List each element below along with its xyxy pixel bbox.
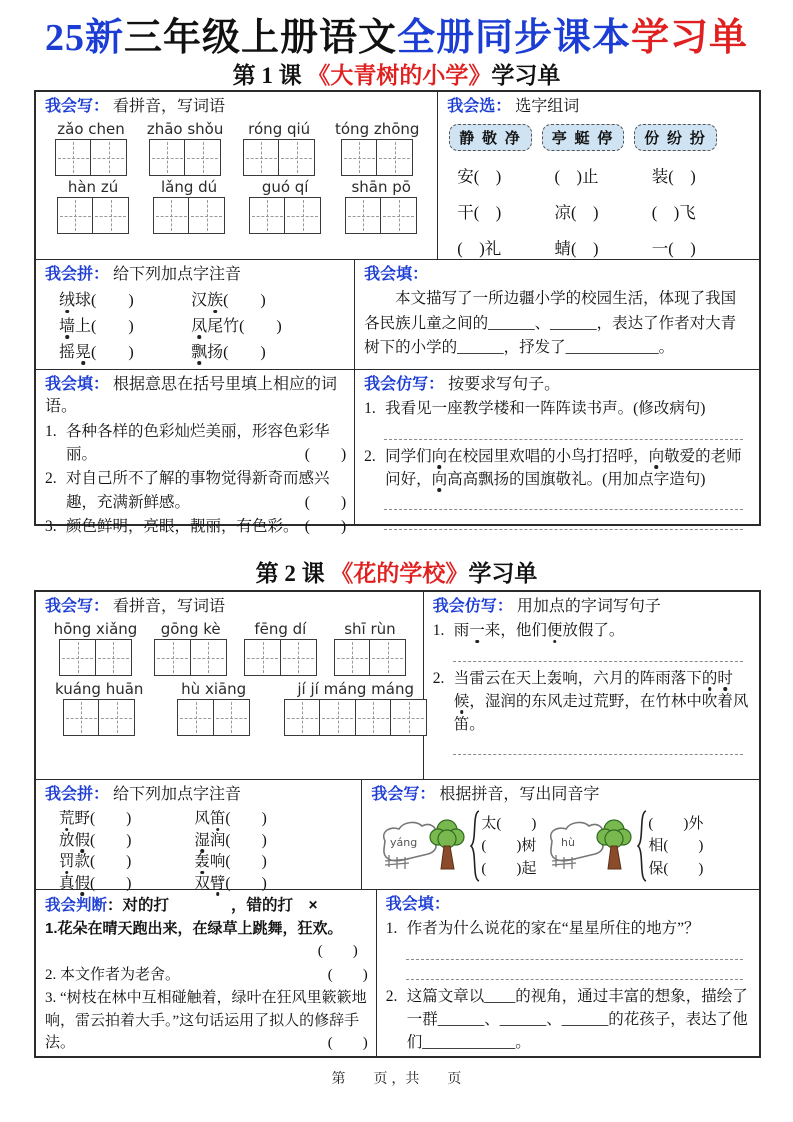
- lesson1-book-title: 《大青树的小学》: [307, 63, 492, 88]
- judge-text: 本文作者为老舍。: [60, 966, 181, 983]
- pin-item: 双臂( ): [194, 874, 267, 892]
- colon: ：: [107, 897, 123, 914]
- pin-item: 绒球( ): [59, 292, 134, 310]
- imitate-question: [433, 667, 751, 737]
- box-label: 我会填: [385, 896, 434, 913]
- pin-item: 湿润( ): [194, 831, 267, 849]
- imitate-question: [364, 397, 751, 420]
- writing-grid: [284, 699, 428, 736]
- pinyin-label: kuáng huān: [55, 680, 144, 699]
- item-number: 1.: [364, 400, 376, 418]
- pinyin-label: lǎng dú: [161, 178, 218, 197]
- question-text: 我看见一座教学楼和一阵阵读书声。(修改病句): [385, 400, 706, 418]
- item-number: 3.: [45, 990, 57, 1006]
- l1-choose-box: [437, 92, 759, 259]
- pinyin-word-group: [249, 178, 322, 234]
- lesson2-suffix: 学习单: [468, 561, 538, 586]
- writing-grid: [154, 639, 227, 676]
- colon: ：: [93, 786, 110, 803]
- lesson1-table: [34, 90, 761, 535]
- colon: ：: [93, 266, 110, 283]
- title-part-3: 全册同步课本: [397, 17, 632, 59]
- choose-item: 一( ): [651, 239, 696, 259]
- pin-item: 真假( ): [59, 874, 132, 892]
- judge-text: “树枝在林中互相碰触着，绿叶在狂风里簌簌地响，雷云拍着大手。”这句话运用了拟人的修辞手法。: [45, 990, 367, 1051]
- choose-item: 凉( ): [554, 203, 599, 223]
- homophone-groups: [371, 807, 751, 883]
- pinyin-label: róng qiú: [248, 120, 311, 139]
- pinyin-word-group: [335, 120, 419, 176]
- l2-judge-header: [45, 894, 368, 917]
- box-label: 我会判断: [45, 897, 108, 914]
- pinyin-word-group: [284, 680, 428, 736]
- choose-answer-grid: [447, 155, 751, 259]
- answer-paren: ( ): [304, 446, 347, 464]
- pinyin-grid-row: [45, 178, 429, 234]
- lesson2-number: 第 2 课: [255, 561, 331, 586]
- homophone-item: ( )外: [648, 815, 704, 832]
- l1-write-box: [36, 92, 437, 259]
- pin-item: 凤尾竹( ): [191, 317, 282, 335]
- lesson1-suffix: 学习单: [491, 63, 561, 88]
- fill-question: [386, 917, 751, 940]
- pinyin-word-group: [147, 120, 224, 176]
- judge-item: [45, 918, 368, 941]
- definition-item: [45, 515, 346, 538]
- pin-item: 风笛( ): [194, 810, 267, 828]
- pinyin-label: fēng dí: [254, 620, 307, 639]
- pinyin-grid-row: [45, 620, 415, 676]
- lesson1-row-a: [36, 92, 759, 259]
- pin-item: 荒野( ): [59, 810, 132, 828]
- question-text: 同学们向在校园里欢唱的小鸟打招呼，向敬爱的老师问好，向高高飘扬的国旗敬礼。(用加点字造句): [385, 447, 742, 488]
- answer-line: [384, 495, 743, 510]
- box-task: 给下列加点字注音: [113, 786, 242, 803]
- item-number: 2.: [432, 669, 445, 687]
- writing-grid: [334, 639, 407, 676]
- lesson1-row-b: [36, 259, 759, 369]
- definition-text: 对自己所不了解的事物觉得新奇而感兴趣，充满新鲜感。: [66, 470, 330, 511]
- pin-item: 轰响( ): [194, 853, 267, 871]
- writing-grid: [147, 139, 224, 176]
- l1-fill-header: [364, 264, 751, 286]
- pinyin-word-group: [55, 680, 143, 736]
- writing-grid: [153, 197, 226, 234]
- pinyin-label: hōng xiǎng: [53, 620, 138, 639]
- box-label: 我会仿写: [432, 598, 497, 615]
- pin-items: [45, 807, 353, 894]
- pinyin-label: zhāo shǒu: [146, 120, 224, 139]
- lesson2-row-c: [36, 889, 759, 1056]
- definition-item: [45, 467, 346, 514]
- judge-item: [45, 964, 368, 987]
- homophone-items: [481, 813, 536, 881]
- l2-fill-box: [376, 890, 759, 1056]
- box-label: 我会填: [364, 266, 413, 283]
- homophone-item: ( )树: [481, 838, 537, 855]
- writing-grid: [54, 639, 138, 676]
- box-label: 我会拼: [45, 266, 94, 283]
- pinyin-word-group: [345, 178, 418, 234]
- pinyin-label: hàn zú: [67, 178, 119, 197]
- pinyin-grid-row: [45, 680, 415, 736]
- l1-pinyin-annotate-box: [36, 260, 354, 369]
- title-part-1: 25新: [44, 17, 124, 59]
- answer-paren: ( ): [327, 1035, 368, 1051]
- fill-question: [386, 985, 751, 1055]
- pin-item: 汉族( ): [191, 292, 266, 310]
- question-text: 当雷云在天上轰响，六月的阵雨落下的时候，湿润的东风走过荒野，在竹林中吹着风笛。: [453, 669, 749, 734]
- item-number: 1.: [385, 920, 398, 938]
- l2-homophone-box: [361, 780, 759, 889]
- pinyin-label: guó qí: [261, 178, 309, 197]
- answer-line: [406, 945, 743, 960]
- writing-grid: [249, 197, 322, 234]
- pinyin-word-group: [153, 178, 226, 234]
- pinyin-hint: hù: [561, 836, 576, 850]
- question-text: 雨一来，他们便放假了。: [453, 622, 625, 640]
- pinyin-word-group: [154, 620, 227, 676]
- writing-grid: [244, 639, 317, 676]
- answer-line: [453, 740, 743, 755]
- choose-item: ( )礼: [457, 239, 502, 259]
- item-number: 1.: [45, 920, 58, 938]
- page-title: [0, 6, 793, 61]
- l2-judge-box: [36, 890, 376, 1056]
- homophone-group: [373, 809, 536, 883]
- pinyin-label: tóng zhōng: [335, 120, 420, 139]
- colon: ：: [495, 98, 512, 115]
- char-pill: 亭 蜓 停: [542, 124, 625, 151]
- l1-definitions-box: [36, 370, 354, 535]
- box-label: 我会写: [371, 786, 420, 803]
- pin-items: [45, 287, 346, 365]
- choose-item: 蜻( ): [554, 239, 599, 259]
- title-part-2: 三年级上册语文: [123, 17, 397, 59]
- definition-item: [45, 420, 346, 467]
- lesson2-heading: [0, 555, 793, 588]
- box-task: 看拼音，写词语: [113, 98, 226, 115]
- writing-grid: [57, 197, 130, 234]
- l2-write-box: [36, 592, 423, 779]
- pinyin-word-group: [55, 120, 128, 176]
- pinyin-grid-row: [45, 120, 429, 176]
- pinyin-word-group: [334, 620, 407, 676]
- pinyin-label: zǎo chen: [57, 120, 125, 139]
- item-number: 2.: [45, 966, 57, 983]
- box-task: 选字组词: [515, 98, 580, 115]
- homophone-items: [648, 813, 703, 881]
- lesson2-row-a: [36, 592, 759, 779]
- fence-tree-illustration: [373, 815, 469, 877]
- lesson1-row-c: [36, 369, 759, 535]
- pinyin-hint: yáng: [390, 836, 418, 850]
- answer-paren: ( ): [327, 966, 368, 983]
- fill-paragraph: 本文描写了一所边疆小学的校园生活，体现了我国各民族儿童之间的______、______，表达了作者对大青树下的小学的______，抒发了____________。: [364, 290, 737, 357]
- box-task: 用加点的字词写句子: [516, 598, 661, 615]
- pinyin-word-group: [54, 620, 138, 676]
- box-label: 我会仿写: [364, 376, 429, 393]
- pinyin-label: shī rùn: [344, 620, 396, 639]
- colon: ：: [93, 598, 110, 615]
- pinyin-word-group: [244, 620, 317, 676]
- choose-item: 干( ): [457, 203, 502, 223]
- answer-line: [453, 647, 743, 662]
- item-number: 2.: [385, 987, 398, 1005]
- writing-grid: [55, 699, 143, 736]
- definition-text: 颜色鲜明，亮眼，靓丽，有色彩。: [66, 517, 299, 535]
- pin-item: 墙上( ): [59, 317, 134, 335]
- writing-grid: [243, 139, 316, 176]
- brace-icon: [636, 809, 648, 883]
- colon: ：: [93, 376, 110, 393]
- l2-write-header: [45, 596, 415, 618]
- answer-paren: ( ): [304, 493, 347, 511]
- colon: ：: [93, 98, 110, 115]
- pinyin-word-group: [243, 120, 316, 176]
- l2-homophone-header: [371, 784, 751, 806]
- page-number-footer: 第 页 ，共 页: [331, 1070, 462, 1086]
- writing-grid: [55, 139, 128, 176]
- item-number: 2.: [45, 470, 57, 488]
- writing-grid: [345, 197, 418, 234]
- pinyin-label: hù xiāng: [181, 680, 247, 699]
- colon: ：: [496, 598, 513, 615]
- pin-item: 罚款( ): [59, 853, 132, 871]
- question-text: 这篇文章以____的视角，通过丰富的想象，描绘了一群______、______、______的花孩子，表达了他们____________。: [406, 987, 748, 1052]
- imitate-question: [433, 619, 751, 642]
- colon: ：: [419, 786, 436, 803]
- l1-imitate-box: [354, 370, 759, 524]
- box-label: 我会写: [45, 598, 94, 615]
- char-pill: 份 纷 扮: [634, 124, 717, 151]
- homophone-group: [540, 809, 703, 883]
- char-choice-pills: [449, 124, 749, 151]
- choose-item: ( )止: [554, 167, 599, 187]
- answer-line: [384, 425, 743, 440]
- l2-pinyin-annotate-box: [36, 780, 361, 892]
- l1-imitate-header: [364, 374, 751, 396]
- answer-paren: ( ): [317, 942, 358, 959]
- homophone-item: 相( ): [648, 838, 704, 855]
- box-label: 我会填: [45, 376, 94, 393]
- box-task: 按要求写句子。: [448, 376, 561, 393]
- colon: ：: [412, 266, 429, 283]
- l1-defs-header: [45, 374, 346, 419]
- box-label: 我会拼: [45, 786, 94, 803]
- pin-item: 摇晃( ): [59, 343, 134, 361]
- answer-line: [406, 965, 743, 980]
- pinyin-label: shān pō: [351, 178, 411, 197]
- item-number: 2.: [364, 447, 376, 465]
- pin-item: 放假( ): [59, 831, 132, 849]
- box-label: 我会写: [45, 98, 94, 115]
- lesson1-number: 第 1 课: [232, 63, 308, 88]
- l2-fill-header: [386, 894, 751, 916]
- lesson2-table: [34, 590, 761, 1058]
- judge-item: [45, 987, 368, 1055]
- l1-pin-header: [45, 264, 346, 286]
- l2-imitate-header: [433, 596, 751, 618]
- l1-fill-box: [354, 260, 759, 369]
- title-part-4: 学习单: [631, 17, 749, 59]
- question-text: 作者为什么说花的家在“星星所住的地方”？: [406, 920, 700, 938]
- l1-write-header: [45, 96, 429, 118]
- answer-line: [384, 515, 743, 530]
- item-number: 3.: [45, 517, 57, 535]
- homophone-item: ( )起: [481, 860, 537, 877]
- homophone-item: 太( ): [481, 815, 537, 832]
- colon: ：: [428, 376, 445, 393]
- lesson1-heading: [0, 57, 793, 90]
- choose-item: 装( ): [651, 167, 696, 187]
- pinyin-word-group: [57, 178, 130, 234]
- fence-icon: [551, 823, 603, 861]
- definition-text: 各种各样的色彩灿烂美丽，形容色彩华丽。: [66, 422, 330, 464]
- l1-choose-header: [447, 96, 751, 118]
- box-task: 看拼音，写词语: [113, 598, 226, 615]
- fence-tree-illustration: [540, 815, 636, 877]
- brace-icon: [469, 809, 481, 883]
- box-task: 根据拼音，写出同音字: [439, 786, 600, 803]
- item-number: 1.: [45, 422, 57, 440]
- box-task: 给下列加点字注音: [113, 266, 242, 283]
- judge-instructions: 对的打 ，错的打 ×: [122, 897, 318, 914]
- box-label: 我会选: [447, 98, 496, 115]
- pinyin-label: jí jí máng máng: [297, 680, 414, 699]
- item-number: 1.: [432, 622, 445, 640]
- answer-paren: ( ): [304, 517, 347, 535]
- l2-imitate-box: [423, 592, 759, 779]
- writing-grid: [335, 139, 419, 176]
- choose-item: 安( ): [457, 167, 502, 187]
- char-pill: 静 敬 净: [449, 124, 532, 151]
- pin-item: 飘扬( ): [191, 343, 266, 361]
- pinyin-label: gōng kè: [160, 620, 221, 639]
- choose-item: ( )飞: [651, 203, 696, 223]
- writing-grid: [177, 699, 250, 736]
- pinyin-word-group: [177, 680, 250, 736]
- l2-pin-header: [45, 784, 353, 806]
- judge-text: 花朵在晴天跑出来，在绿草上跳舞，狂欢。: [57, 920, 343, 938]
- colon: ：: [433, 896, 450, 913]
- lesson2-book-title: 《花的学校》: [330, 561, 469, 586]
- homophone-item: 保( ): [648, 860, 704, 877]
- imitate-question: [364, 445, 751, 492]
- box-task: 根据意思在括号里填上相应的词语。: [45, 376, 338, 416]
- lesson2-row-b: [36, 779, 759, 892]
